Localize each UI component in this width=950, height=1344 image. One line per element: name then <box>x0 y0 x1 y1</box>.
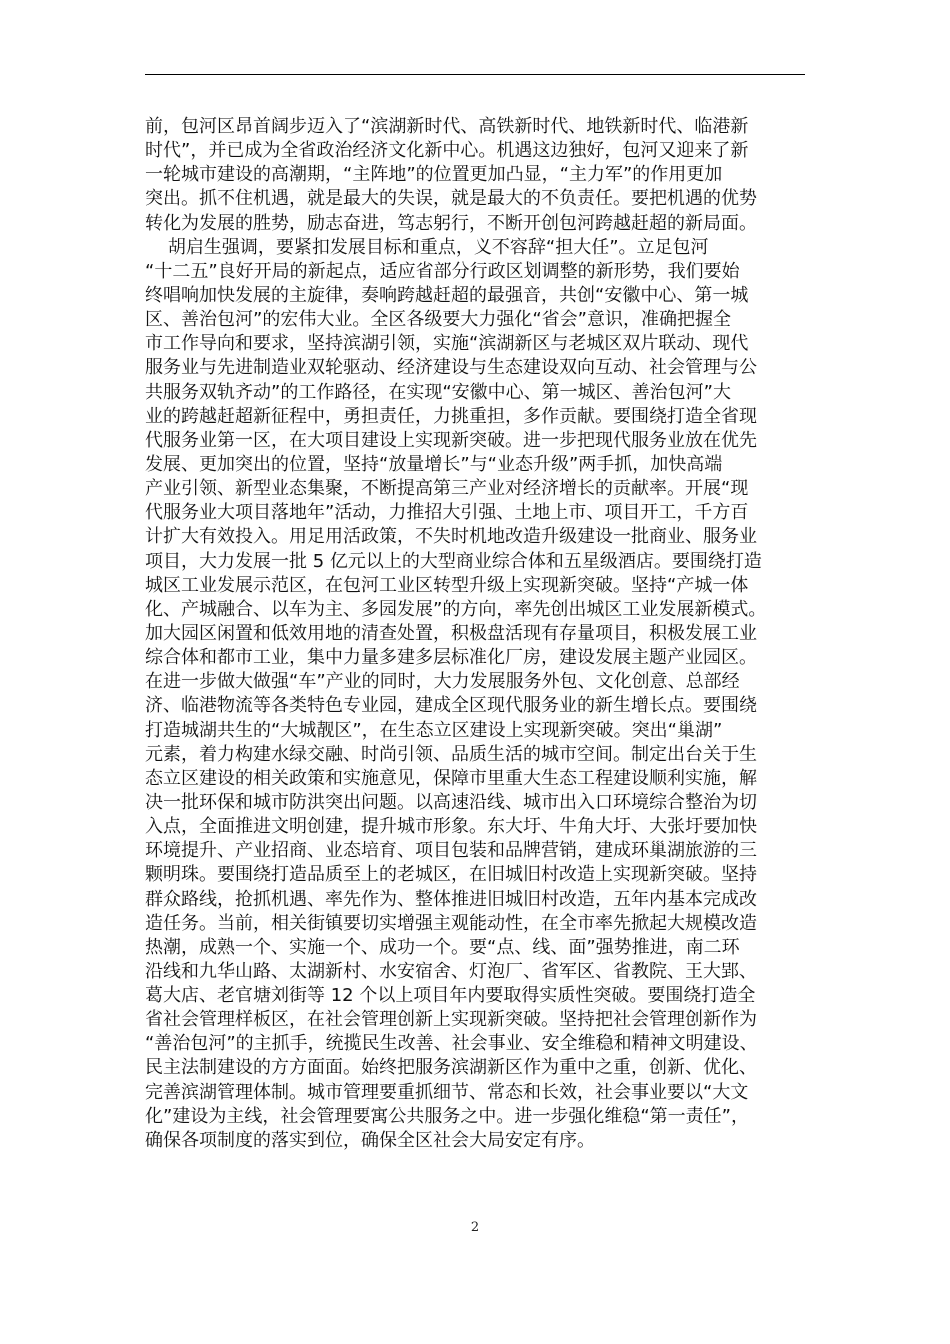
text-line: 造任务。当前，相关街镇要切实增强主观能动性，在全市率先掀起大规模改造 <box>145 912 757 934</box>
text-line: 完善滨湖管理体制。城市管理要重抓细节、常态和长效，社会事业要以“大文 <box>145 1081 749 1103</box>
text-line: 颗明珠。要围绕打造品质至上的老城区，在旧城旧村改造上实现新突破。坚持 <box>145 864 757 886</box>
text-line: 综合体和都市工业，集中力量多建多层标准化厂房，建设发展主题产业园区。 <box>145 647 757 669</box>
text-line: 转化为发展的胜势，励志奋进，笃志躬行，不断开创包河跨越赶超的新局面。 <box>145 212 757 234</box>
text-line: 加大园区闲置和低效用地的清查处置，积极盘活现有存量项目，积极发展工业 <box>145 622 757 644</box>
text-line: 在进一步做大做强“车”产业的同时，大力发展服务外包、文化创意、总部经 <box>145 671 740 693</box>
text-line: 化”建设为主线，社会管理要寓公共服务之中。进一步强化维稳“第一责任”， <box>145 1105 749 1127</box>
text-line: 态立区建设的相关政策和实施意见，保障市里重大生态工程建设顺利实施，解 <box>145 767 757 789</box>
text-line: 元素，着力构建水绿交融、时尚引领、品质生活的城市空间。制定出台关于生 <box>145 743 757 765</box>
text-line: 城区工业发展示范区，在包河工业区转型升级上实现新突破。坚持“产城一体 <box>145 574 749 596</box>
text-line: 前，包河区昂首阔步迈入了“滨湖新时代、高铁新时代、地铁新时代、临港新 <box>145 116 749 137</box>
text-line: 省社会管理样板区，在社会管理创新上实现新突破。坚持把社会管理创新作为 <box>145 1009 757 1031</box>
text-line: 打造城湖共生的“大城靓区”，在生态立区建设上实现新突破。突出“巢湖” <box>145 719 723 741</box>
text-line: 群众路线，抢抓机遇、率先作为、整体推进旧城旧村改造，五年内基本完成改 <box>145 888 757 910</box>
text-line: 一轮城市建设的高潮期，“主阵地”的位置更加凸显，“主力军”的作用更加 <box>145 164 723 186</box>
text-line: 葛大店、老官塘刘街等 12 个以上项目年内要取得实质性突破。要围绕打造全 <box>145 985 756 1007</box>
text-line: 民主法制建设的方方面面。始终把服务滨湖新区作为重中之重，创新、优化、 <box>145 1057 757 1079</box>
text-line: “十二五”良好开局的新起点，适应省部分行政区划调整的新形势，我们要始 <box>145 260 740 282</box>
text-line: 胡启生强调，要紧扣发展目标和重点，义不容辞“担大任”。立足包河 <box>145 236 709 258</box>
text-line: 产业引领、新型业态集聚，不断提高第三产业对经济增长的贡献率。开展“现 <box>145 478 749 500</box>
text-line: 热潮，成熟一个、实施一个、成功一个。要“点、线、面”强势推进，南二环 <box>145 936 740 958</box>
header-rule <box>145 74 805 75</box>
text-line: 入点，全面推进文明创建，提升城市形象。东大圩、牛角大圩、大张圩要加快 <box>145 816 757 838</box>
page-number: 2 <box>470 1220 480 1235</box>
text-line: 业的跨越赶超新征程中，勇担责任，力挑重担，多作贡献。要围绕打造全省现 <box>145 405 757 427</box>
text-line: 发展、更加突出的位置，坚持“放量增长”与“业态升级”两手抓，加快高端 <box>145 453 723 475</box>
document-body <box>145 115 810 1153</box>
text-line: 突出。抓不住机遇，就是最大的失误，就是最大的不负责任。要把机遇的优势 <box>145 188 757 210</box>
text-line: 服务业与先进制造业双轮驱动、经济建设与生态建设双向互动、社会管理与公 <box>145 357 757 379</box>
text-line: 代服务业大项目落地年”活动，力推招大引强、土地上市、项目开工，千方百 <box>145 502 749 524</box>
text-line: 终唱响加快发展的主旋律，奏响跨越赶超的最强音，共创“安徽中心、第一城 <box>145 284 749 306</box>
text-line: 时代”，并已成为全省政治经济文化新中心。机遇这边独好，包河又迎来了新 <box>145 140 749 162</box>
text-line: 共服务双轨齐动”的工作路径，在实现“安徽中心、第一城区、善治包河”大 <box>145 381 731 403</box>
text-line: 化、产城融合、以车为主、多园发展”的方向，率先创出城区工业发展新模式。 <box>145 598 767 620</box>
text-line: 计扩大有效投入。用足用活政策，不失时机地改造升级建设一批商业、服务业 <box>145 526 757 548</box>
text-line: 市工作导向和要求，坚持滨湖引领，实施“滨湖新区与老城区双片联动、现代 <box>145 333 749 355</box>
text-line: 项目，大力发展一批 5 亿元以上的大型商业综合体和五星级酒店。要围绕打造 <box>145 550 762 572</box>
text-line: 环境提升、产业招商、业态培育、项目包装和品牌营销，建成环巢湖旅游的三 <box>145 840 757 862</box>
text-line: 区、善治包河”的宏伟大业。全区各级要大力强化“省会”意识，准确把握全 <box>145 309 731 331</box>
text-line: 济、临港物流等各类特色专业园，建成全区现代服务业的新生增长点。要围绕 <box>145 695 757 717</box>
text-line: 代服务业第一区，在大项目建设上实现新突破。进一步把现代服务业放在优先 <box>145 429 757 451</box>
text-line: “善治包河”的主抓手，统揽民生改善、社会事业、安全维稳和精神文明建设、 <box>145 1033 758 1055</box>
text-line: 沿线和九华山路、太湖新村、水安宿舍、灯泡厂、省军区、省教院、王大郢、 <box>145 960 757 982</box>
text-line: 决一批环保和城市防洪突出问题。以高速沿线、城市出入口环境综合整治为切 <box>145 791 757 813</box>
text-line: 确保各项制度的落实到位，确保全区社会大局安定有序。 <box>145 1129 595 1151</box>
